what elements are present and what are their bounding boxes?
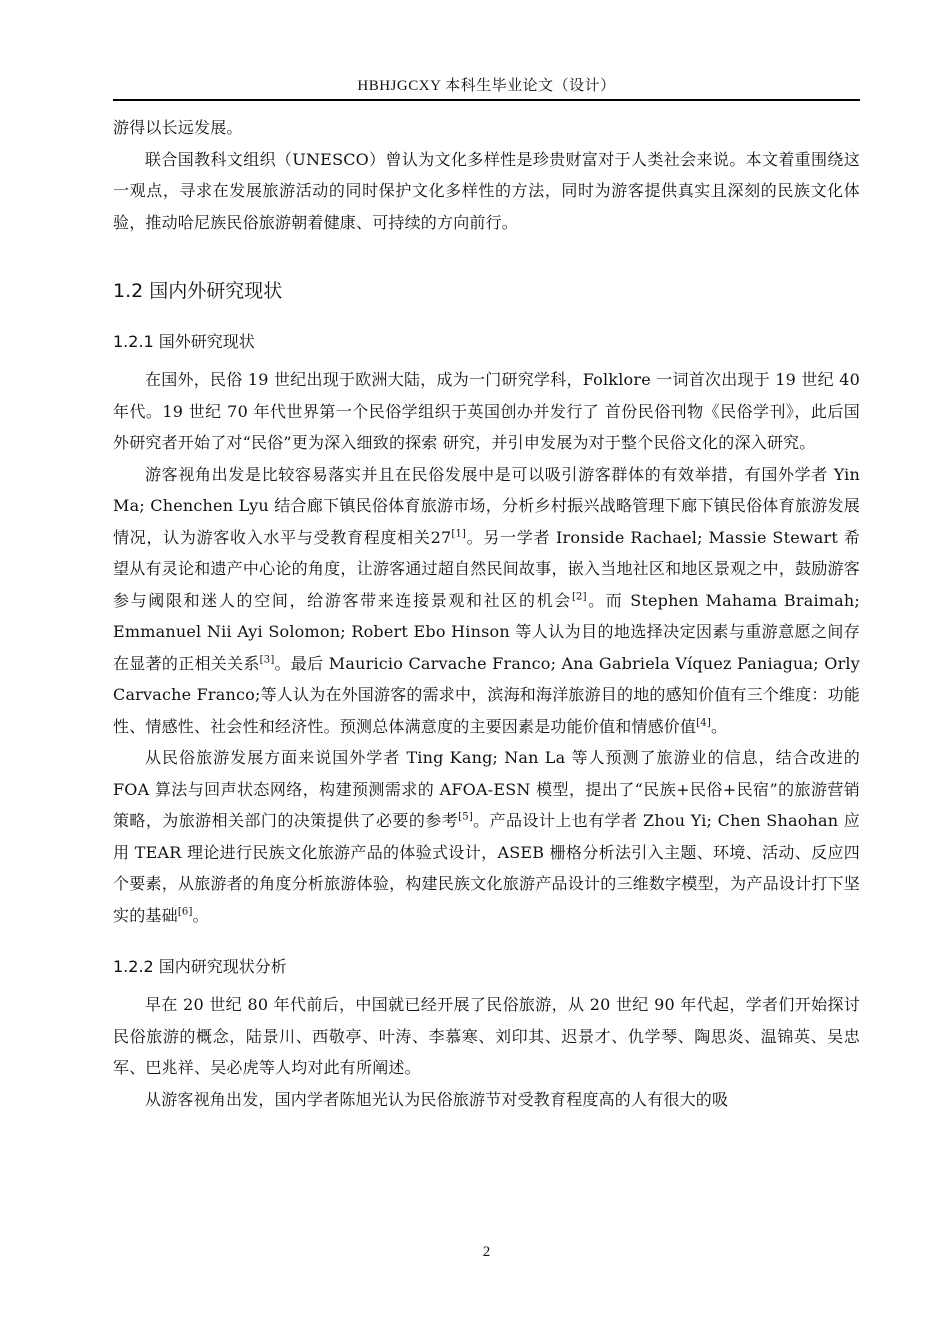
- citation-ref: [1]: [451, 528, 467, 540]
- intro-paragraph-continued: 游得以长远发展。: [113, 118, 243, 137]
- section-heading-1-2-1: 1.2.1 国外研究现状: [113, 332, 255, 351]
- text-run: 。: [192, 905, 209, 925]
- text-run: 从民俗旅游发展方面来说国外学者 Ting Kang; Nan La 等人预测了旅游业的信息，结合改进的 FOA 算法与回声状态网络，构建预测需求的 AFOA-ESN 模型，提出了“民族+民俗+民宿”的旅游营销策略，为旅游相关部门的决策提供了必要的参考: [113, 748, 860, 830]
- foreign-research-paragraph-3: [113, 742, 860, 931]
- foreign-research-paragraph-1: 在国外，民俗 19 世纪出现于欧洲大陆，成为一门研究学科，Folklore 一词首次出现于 19 世纪 40 年代。19 世纪 70 年代世界第一个民俗学组织于英国创办并发行了 首份民俗刊物《民俗学刊》，此后国外研究者开始了对“民俗”更为深入细致的探索 研究，并引申发展为对于整个民俗文化的深入研究。: [113, 370, 860, 452]
- foreign-research-paragraph-2: [113, 459, 860, 743]
- text-run: 。产品设计上也有学者 Zhou Yi; Chen Shaohan 应用 TEAR 理论进行民族文化旅游产品的体验式设计，ASEB 栅格分析法引入主题、环境、活动、反应四个要素，从旅游者的角度分析旅游体验，构建民族文化旅游产品设计的三维数字模型，为产品设计打下坚实的基础: [113, 811, 860, 925]
- text-run: 。而 Stephen Mahama Braimah; Emmanuel Nii Ayi Solomon; Robert Ebo Hinson 等人认为目的地选择决定因素与重游意愿之间存在显著的正相关关系: [113, 590, 860, 673]
- text-run: 。最后 Mauricio Carvache Franco; Ana Gabriela Víquez Paniagua; Orly Carvache Franco;等人认为在外国游客的需求中，滨海和海洋旅游目的地的感知价值有三个维度：功能性、情感性、社会性和经济性。预测总体满意度的主要因素是功能价值和情感价值: [113, 653, 861, 736]
- page-number: 2: [482, 1244, 491, 1260]
- domestic-research-paragraph-1: 早在 20 世纪 80 年代前后，中国就已经开展了民俗旅游，从 20 世纪 90 年代起，学者们开始探讨民俗旅游的概念，陆景川、西敬亭、叶涛、李慕寒、刘印其、迟景才、仇学琴、陶思炎、温锦英、吴忠军、巴兆祥、吴必虎等人均对此有所阐述。: [113, 995, 860, 1077]
- text-run: 。另一学者 Ironside Rachael; Massie Stewart 希望从有灵论和遗产中心论的角度，让游客通过超自然民间故事，嵌入当地社区和地区景观之中，鼓励游客参与阈限和迷人的空间，给游客带来连接景观和社区的机会: [113, 527, 861, 610]
- header-divider: [113, 99, 860, 101]
- intro-paragraph: 联合国教科文组织（UNESCO）曾认为文化多样性是珍贵财富对于人类社会来说。本文着重围绕这一观点，寻求在发展旅游活动的同时保护文化多样性的方法，同时为游客提供真实且深刻的民族文化体验，推动哈尼族民俗旅游朝着健康、可持续的方向前行。: [113, 149, 860, 232]
- citation-ref: [5]: [458, 811, 473, 823]
- text-run: 。: [710, 716, 728, 736]
- citation-ref: [3]: [259, 654, 275, 666]
- section-heading-1-2-2: 1.2.2 国内研究现状分析: [113, 957, 287, 976]
- domestic-research-paragraph-2: 从游客视角出发，国内学者陈旭光认为民俗旅游节对受教育程度高的人有很大的吸: [145, 1089, 729, 1109]
- page-header: HBHJGCXY 本科生毕业论文（设计）: [357, 78, 616, 94]
- text-run: 游客视角出发是比较容易落实并且在民俗发展中是可以吸引游客群体的有效举措，有国外学者 Yin Ma; Chenchen Lyu 结合廊下镇民俗体育旅游市场，分析乡村振兴战略管理下廊下镇民俗体育旅游发展情况，认为游客收入水平与受教育程度相关27: [113, 464, 860, 547]
- page-body: [113, 112, 860, 1115]
- section-heading-1-2: 1.2 国内外研究现状: [113, 280, 283, 302]
- citation-ref: [4]: [696, 717, 711, 729]
- citation-ref: [2]: [571, 591, 587, 603]
- citation-ref: [6]: [177, 906, 193, 918]
